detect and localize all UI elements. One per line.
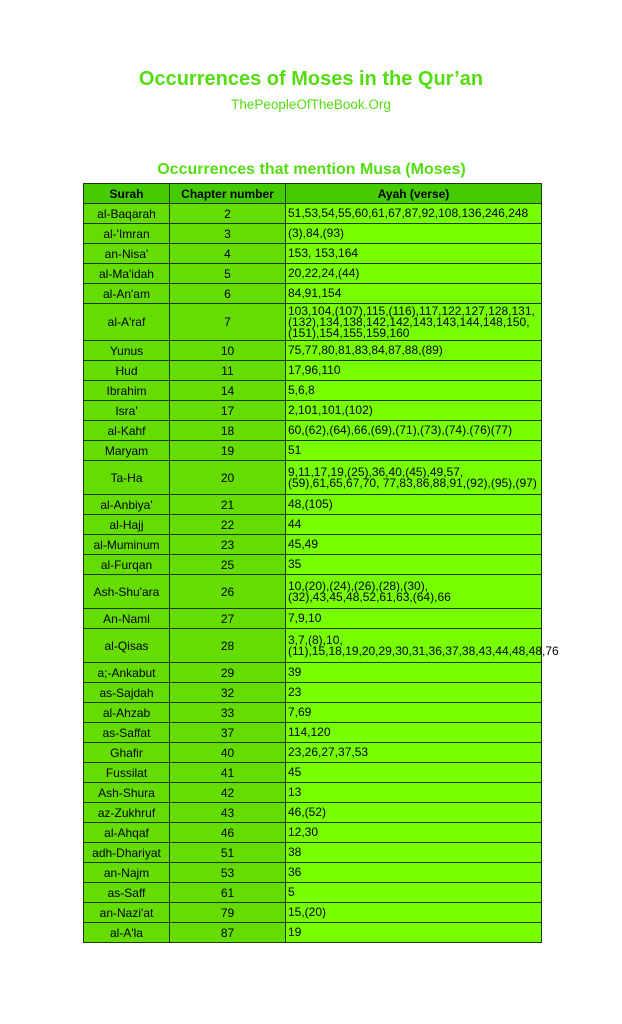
ayah-cell: 153, 153,164	[286, 244, 542, 264]
surah-cell: an-Nazi'at	[84, 903, 170, 923]
ayah-cell: 35	[286, 555, 542, 575]
chapter-number-cell: 25	[170, 555, 286, 575]
chapter-number-cell: 20	[170, 461, 286, 495]
ayah-cell: 2,101,101,(102)	[286, 401, 542, 421]
surah-cell: al-A'la	[84, 923, 170, 943]
surah-cell: al-Furqan	[84, 555, 170, 575]
chapter-number-cell: 29	[170, 663, 286, 683]
table-row	[84, 461, 542, 495]
chapter-number-cell: 87	[170, 923, 286, 943]
ayah-cell: 48,(105)	[286, 495, 542, 515]
table-row	[84, 663, 542, 683]
surah-cell: az-Zukhruf	[84, 803, 170, 823]
table-row	[84, 863, 542, 883]
table-row	[84, 763, 542, 783]
surah-cell: al-'Imran	[84, 224, 170, 244]
table-row	[84, 495, 542, 515]
page-title: Occurrences of Moses in the Qur’an	[138, 68, 484, 90]
table-row	[84, 515, 542, 535]
chapter-number-cell: 19	[170, 441, 286, 461]
surah-cell: al-Ahqaf	[84, 823, 170, 843]
surah-cell: Maryam	[84, 441, 170, 461]
surah-cell: al-Anbiya'	[84, 495, 170, 515]
table-row	[84, 903, 542, 923]
table-row	[84, 535, 542, 555]
ayah-cell: 17,96,110	[286, 361, 542, 381]
table-row	[84, 923, 542, 943]
chapter-number-cell: 11	[170, 361, 286, 381]
ayah-cell: 60,(62),(64),66,(69),(71),(73),(74).(76)(77)	[286, 421, 542, 441]
ayah-cell: 38	[286, 843, 542, 863]
table-row	[84, 284, 542, 304]
ayah-cell: 23,26,27,37,53	[286, 743, 542, 763]
chapter-number-cell: 18	[170, 421, 286, 441]
ayah-cell: 5	[286, 883, 542, 903]
table-row	[84, 401, 542, 421]
ayah-cell: 46,(52)	[286, 803, 542, 823]
chapter-number-cell: 4	[170, 244, 286, 264]
ayah-cell: 51,53,54,55,60,61,67,87,92,108,136,246,248	[286, 204, 542, 224]
chapter-number-cell: 61	[170, 883, 286, 903]
table-row	[84, 441, 542, 461]
chapter-number-cell: 28	[170, 629, 286, 663]
surah-cell: Fussilat	[84, 763, 170, 783]
table-row	[84, 361, 542, 381]
chapter-number-cell: 17	[170, 401, 286, 421]
chapter-number-cell: 3	[170, 224, 286, 244]
chapter-number-cell: 51	[170, 843, 286, 863]
surah-cell: a;-Ankabut	[84, 663, 170, 683]
chapter-number-cell: 41	[170, 763, 286, 783]
chapter-number-cell: 53	[170, 863, 286, 883]
table-row	[84, 204, 542, 224]
chapter-number-cell: 43	[170, 803, 286, 823]
surah-cell: al-Ahzab	[84, 703, 170, 723]
surah-cell: al-Ma'idah	[84, 264, 170, 284]
table-header-row	[84, 184, 542, 204]
chapter-number-cell: 10	[170, 341, 286, 361]
table-row	[84, 555, 542, 575]
ayah-cell: 51	[286, 441, 542, 461]
chapter-number-cell: 33	[170, 703, 286, 723]
surah-cell: Hud	[84, 361, 170, 381]
table-row	[84, 843, 542, 863]
surah-cell: al-Baqarah	[84, 204, 170, 224]
table-row	[84, 575, 542, 609]
ayah-cell: 103,104,(107),115,(116),117,122,127,128,131,(132),134,138,142,142,143,143,144,148,150,(151),154,155,159,160	[286, 304, 542, 341]
ayah-cell: 19	[286, 923, 542, 943]
chapter-number-cell: 7	[170, 304, 286, 341]
chapter-number-cell: 5	[170, 264, 286, 284]
surah-cell: Yunus	[84, 341, 170, 361]
ayah-cell: 20,22,24,(44)	[286, 264, 542, 284]
table-row	[84, 703, 542, 723]
surah-cell: al-Muminum	[84, 535, 170, 555]
ayah-cell: 84,91,154	[286, 284, 542, 304]
table-row	[84, 783, 542, 803]
site-name: ThePeopleOfTheBook.Org	[231, 97, 391, 112]
table-row	[84, 803, 542, 823]
surah-cell: Ibrahim	[84, 381, 170, 401]
surah-cell: as-Sajdah	[84, 683, 170, 703]
chapter-number-cell: 22	[170, 515, 286, 535]
table-row	[84, 381, 542, 401]
surah-cell: as-Saffat	[84, 723, 170, 743]
chapter-number-cell: 27	[170, 609, 286, 629]
surah-cell: Isra'	[84, 401, 170, 421]
surah-cell: al-A'raf	[84, 304, 170, 341]
chapter-number-cell: 42	[170, 783, 286, 803]
ayah-cell: 3,7,(8),10,(11),15,18,19,20,29,30,31,36,37,38,43,44,48,48,76	[286, 629, 542, 663]
table-row	[84, 224, 542, 244]
table-row	[84, 723, 542, 743]
chapter-number-cell: 40	[170, 743, 286, 763]
ayah-cell: 45	[286, 763, 542, 783]
chapter-number-cell: 46	[170, 823, 286, 843]
chapter-number-cell: 32	[170, 683, 286, 703]
ayah-cell: 45,49	[286, 535, 542, 555]
column-header-chapter: Chapter number	[170, 184, 286, 204]
table-row	[84, 264, 542, 284]
column-header-surah: Surah	[84, 184, 170, 204]
ayah-cell: 15,(20)	[286, 903, 542, 923]
ayah-cell: 39	[286, 663, 542, 683]
surah-cell: al-An'am	[84, 284, 170, 304]
column-header-ayah: Ayah (verse)	[286, 184, 542, 204]
table-row	[84, 823, 542, 843]
chapter-number-cell: 6	[170, 284, 286, 304]
surah-cell: Ash-Shu'ara	[84, 575, 170, 609]
ayah-cell: 23	[286, 683, 542, 703]
surah-cell: al-Qisas	[84, 629, 170, 663]
table-row	[84, 883, 542, 903]
ayah-cell: 7,9,10	[286, 609, 542, 629]
surah-cell: adh-Dhariyat	[84, 843, 170, 863]
chapter-number-cell: 79	[170, 903, 286, 923]
table-row	[84, 341, 542, 361]
surah-cell: an-Najm	[84, 863, 170, 883]
table-row	[84, 683, 542, 703]
table-row	[84, 743, 542, 763]
ayah-cell: 75,77,80,81,83,84,87,88,(89)	[286, 341, 542, 361]
chapter-number-cell: 26	[170, 575, 286, 609]
surah-cell: Ta-Ha	[84, 461, 170, 495]
surah-cell: Ash-Shura	[84, 783, 170, 803]
surah-cell: An-Naml	[84, 609, 170, 629]
table-row	[84, 421, 542, 441]
surah-cell: al-Kahf	[84, 421, 170, 441]
ayah-cell: 5,6,8	[286, 381, 542, 401]
ayah-cell: 13	[286, 783, 542, 803]
table-row	[84, 629, 542, 663]
ayah-cell: 10,(20),(24),(26),(28),(30),(32),43,45,48,52,61,63,(64),66	[286, 575, 542, 609]
chapter-number-cell: 21	[170, 495, 286, 515]
ayah-cell: 12,30	[286, 823, 542, 843]
ayah-cell: (3),84,(93)	[286, 224, 542, 244]
chapter-number-cell: 2	[170, 204, 286, 224]
chapter-number-cell: 23	[170, 535, 286, 555]
occurrences-table	[83, 183, 559, 943]
table-row	[84, 609, 542, 629]
surah-cell: Ghafir	[84, 743, 170, 763]
table-row	[84, 244, 542, 264]
chapter-number-cell: 37	[170, 723, 286, 743]
ayah-cell: 9,11,17,19,(25),36,40,(45),49,57,(59),61,65,67,70, 77,83,86,88,91,(92),(95),(97)	[286, 461, 542, 495]
ayah-cell: 114,120	[286, 723, 542, 743]
table-title: Occurrences that mention Musa (Moses)	[157, 161, 466, 178]
ayah-cell: 44	[286, 515, 542, 535]
table-row	[84, 304, 542, 341]
surah-cell: al-Hajj	[84, 515, 170, 535]
surah-cell: an-Nisa'	[84, 244, 170, 264]
chapter-number-cell: 14	[170, 381, 286, 401]
ayah-cell: 7,69	[286, 703, 542, 723]
surah-cell: as-Saff	[84, 883, 170, 903]
ayah-cell: 36	[286, 863, 542, 883]
